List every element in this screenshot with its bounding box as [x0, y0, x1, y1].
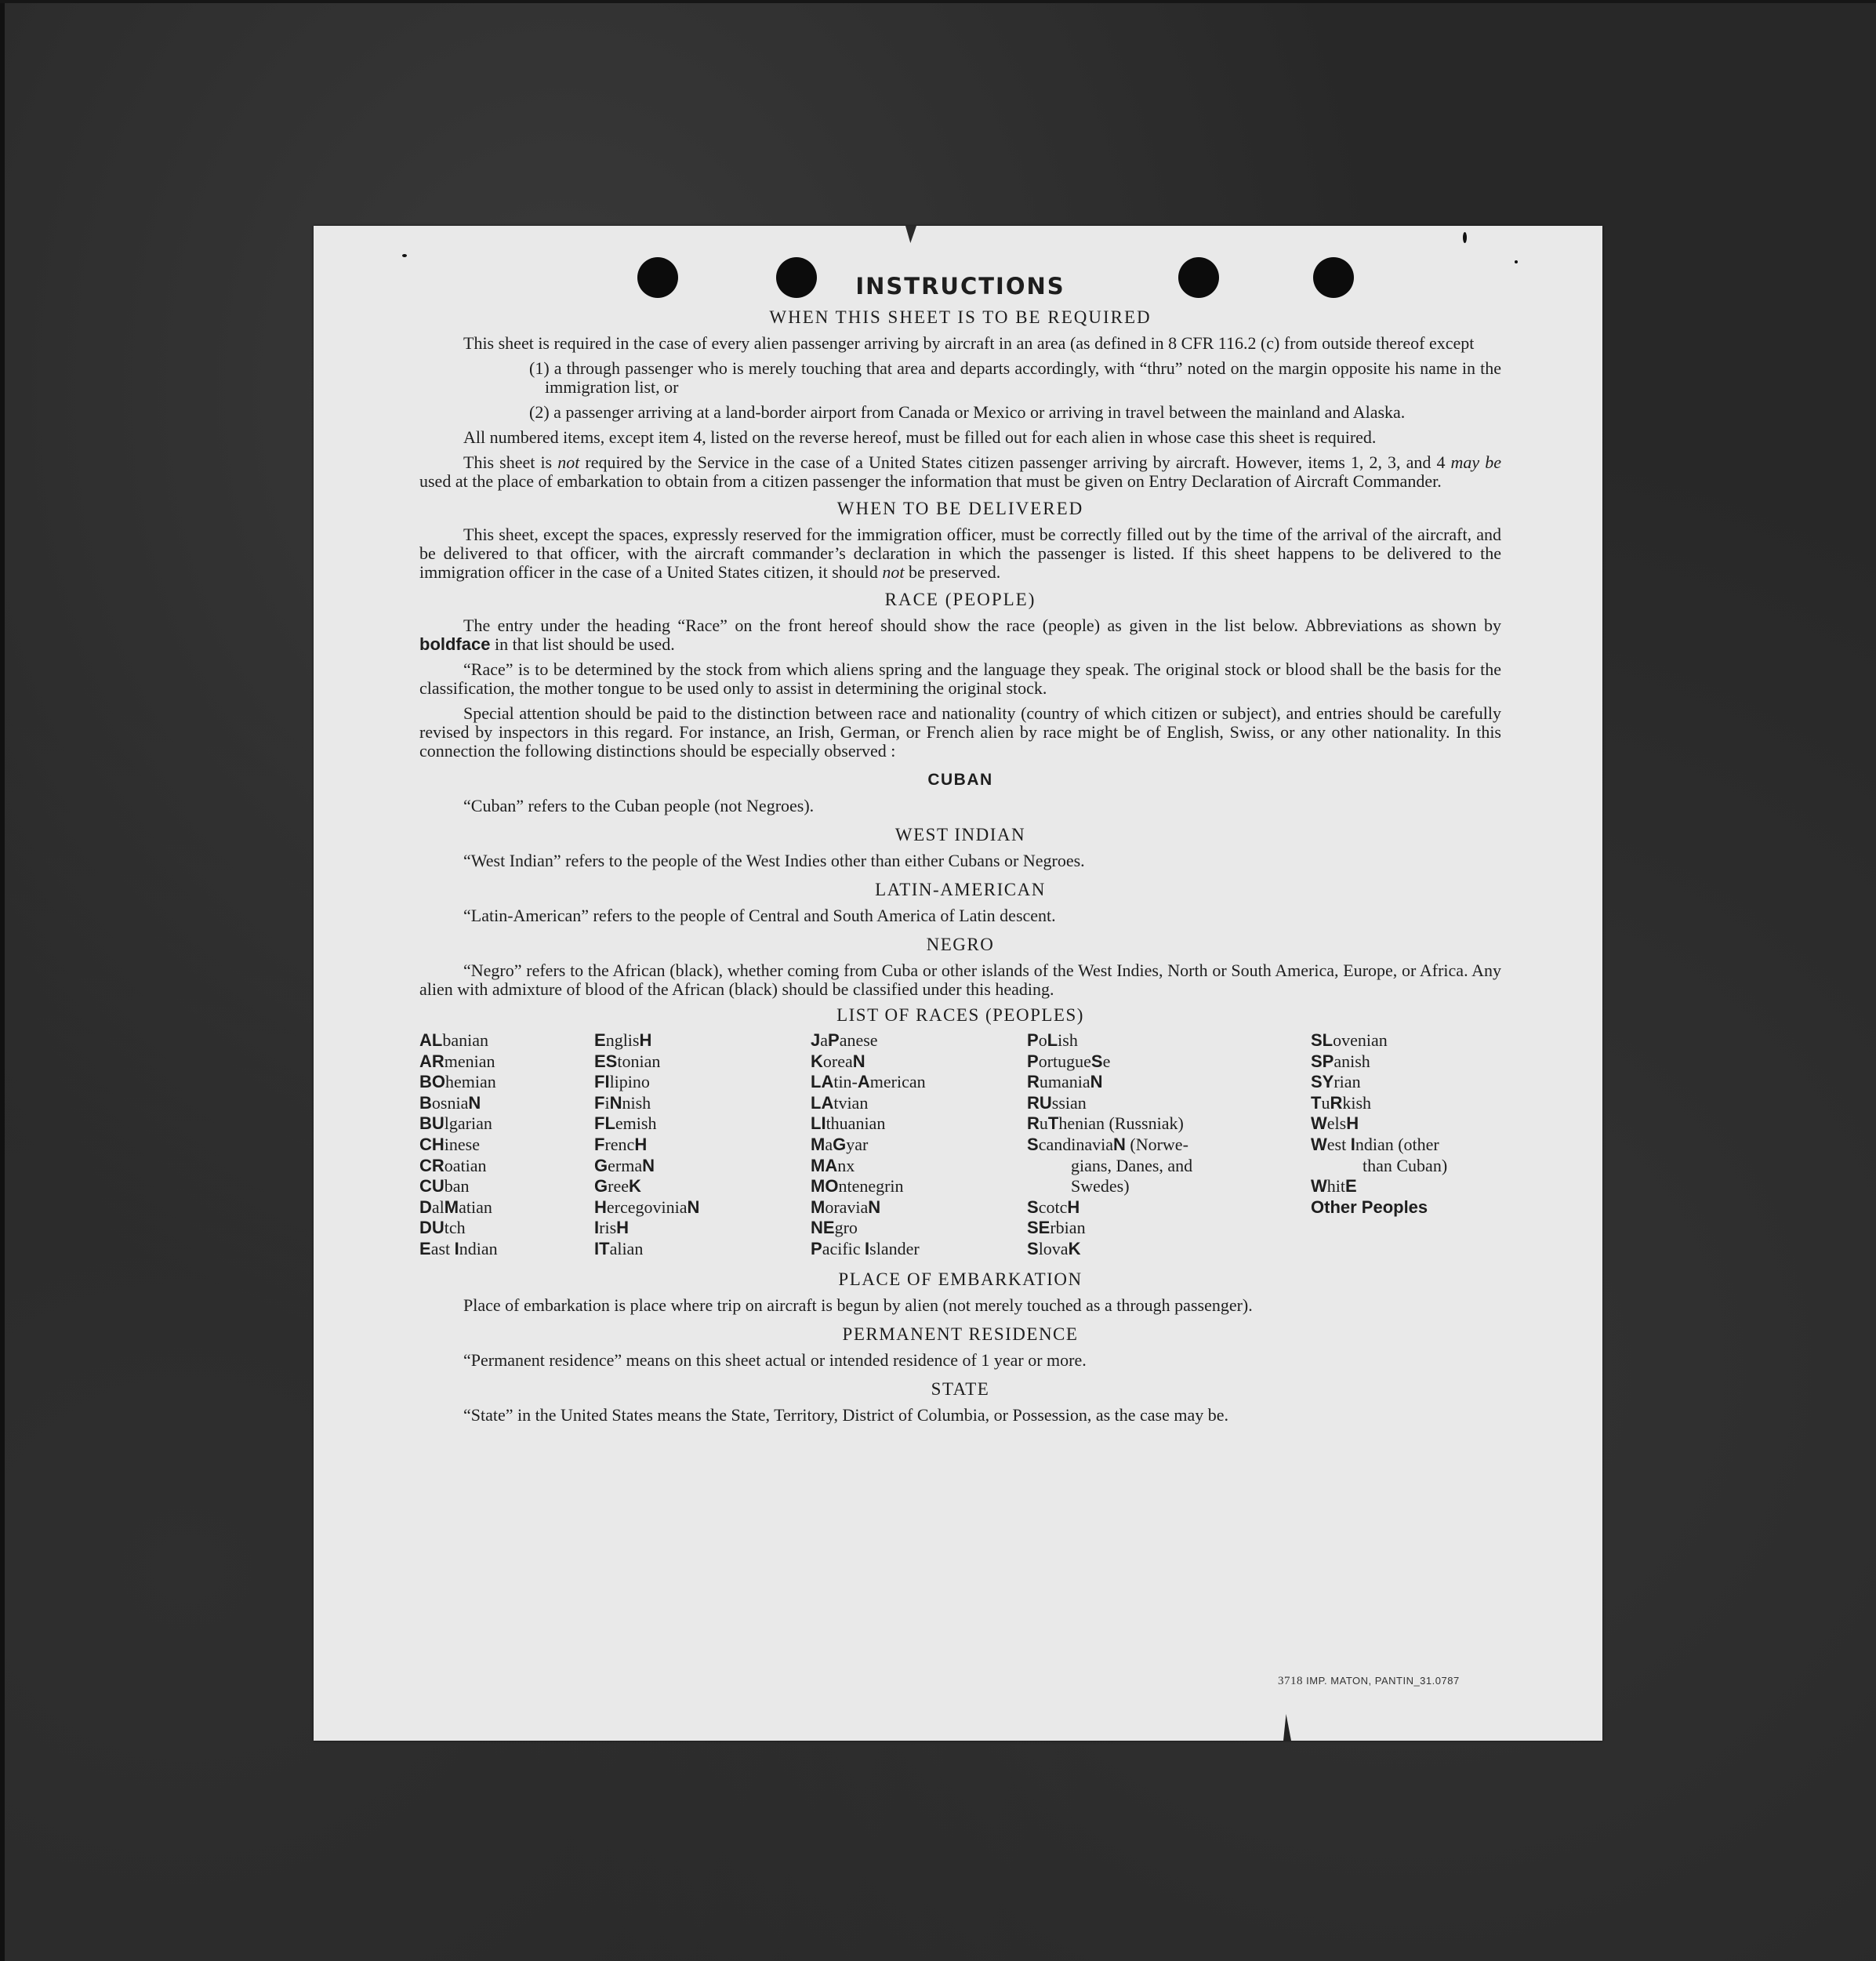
race-entry: RUssian [1027, 1092, 1087, 1113]
race-entry: RumaniaN [1027, 1072, 1103, 1092]
heading-permanent-residence: PERMANENT RESIDENCE [842, 1324, 1079, 1344]
west-indian-text: “West Indian” refers to the people of the West Indies other than either Cubans or Negroes. [463, 851, 1085, 870]
heading-negro: NEGRO [926, 935, 995, 954]
race-entry: MoraviaN [811, 1197, 881, 1217]
race-entry: IrisH [594, 1218, 630, 1238]
races-column-5 [1311, 1030, 1501, 1260]
race-entry: SPanish [1311, 1051, 1370, 1071]
heading-list-of-races: LIST OF RACES (PEOPLES) [836, 1005, 1084, 1025]
latin-american-text: “Latin-American” refers to the people of Central and South America of Latin descent. [463, 906, 1056, 925]
race-entry: BosniaN [419, 1092, 481, 1113]
when-delivered-text [419, 525, 1501, 582]
race-entry: SYrian [1311, 1072, 1361, 1092]
race-entry: PortugueSe [1027, 1051, 1111, 1071]
race-entry: MaGyar [811, 1134, 869, 1154]
film-edge-top [0, 0, 1876, 3]
race-entry: LAtin-American [811, 1072, 926, 1092]
race-p1-boldface: boldface [419, 634, 491, 654]
printer-imprint [1278, 1675, 1460, 1688]
race-entry: East Indian [419, 1238, 498, 1258]
race-entry: FiNnish [594, 1092, 651, 1113]
printer-name: IMP. MATON, PANTIN_31.0787 [1306, 1675, 1460, 1687]
paper-speck [402, 254, 407, 257]
race-entry: ITalian [594, 1238, 644, 1258]
paper-speck [1515, 260, 1518, 263]
race-entry: NEgro [811, 1218, 858, 1238]
race-entry: SlovaK [1027, 1238, 1081, 1258]
embarkation-text: Place of embarkation is place where trip on aircraft is begun by alien (not merely touched as a through passenger). [463, 1295, 1253, 1315]
race-p1-part2: in that list should be used. [494, 634, 675, 654]
when-delivered-part2: be preserved. [909, 562, 1001, 582]
citizen-note-part2: required by the Service in the case of a United States citizen passenger arriving by aircraft. However, items 1, 2, 3, and 4 [585, 452, 1446, 472]
race-entry: ALbanian [419, 1030, 488, 1050]
race-entry: PoLish [1027, 1030, 1078, 1050]
race-entry: WhitE [1311, 1176, 1357, 1197]
race-entry: GreeK [594, 1176, 641, 1197]
races-column-3 [811, 1030, 1027, 1260]
paper-tear-top [905, 226, 916, 243]
exception-1: (1) a through passenger who is merely touching that area and departs accordingly, with “thru” noted on the margin opposite his name in the immigration list, or [529, 358, 1501, 397]
exception-2: (2) a passenger arriving at a land-border airport from Canada or Mexico or arriving in travel between the mainland and Alaska. [529, 402, 1406, 422]
race-entry: GermaN [594, 1155, 655, 1175]
page-title: INSTRUCTIONS [855, 273, 1065, 300]
form-number: 3718 [1278, 1675, 1303, 1687]
race-entry: Pacific Islander [811, 1238, 920, 1258]
race-entry: LIthuanian [811, 1113, 886, 1134]
race-entry: SLovenian [1311, 1030, 1388, 1050]
races-column-4 [1027, 1030, 1311, 1260]
citizen-note-may-be: may be [1450, 452, 1501, 472]
instructions-body [419, 273, 1501, 1431]
heading-when-required: WHEN THIS SHEET IS TO BE REQUIRED [769, 307, 1152, 327]
race-entry: BOhemian [419, 1072, 496, 1092]
race-entry: CHinese [419, 1134, 480, 1154]
heading-state: STATE [931, 1378, 990, 1399]
race-entry: DalMatian [419, 1197, 492, 1217]
races-list [419, 1030, 1501, 1260]
race-paragraph-1 [419, 616, 1501, 654]
races-column-1 [419, 1030, 594, 1260]
when-required-intro: This sheet is required in the case of every alien passenger arriving by aircraft in an area (as defined in 8 CFR 116.2 (c) from outside thereof except [463, 333, 1475, 353]
race-entry: KoreaN [811, 1051, 865, 1071]
numbered-items-note: All numbered items, except item 4, listed on the reverse hereof, must be filled out for each alien in whose case this sheet is required. [463, 427, 1377, 447]
race-entry: BUlgarian [419, 1113, 492, 1134]
race-entry: MAnx [811, 1155, 855, 1175]
race-entry: LAtvian [811, 1092, 869, 1113]
race-entry: FrencH [594, 1134, 648, 1154]
race-entry-continuation: than Cuban) [1363, 1155, 1448, 1175]
race-entry-continuation: Swedes) [1071, 1176, 1130, 1197]
race-entry: HercegoviniaN [594, 1197, 700, 1217]
race-entry: SErbian [1027, 1218, 1086, 1238]
when-delivered-part1: This sheet, except the spaces, expressly reserved for the immigration officer, must be correctly filled out by the time of the arrival of the aircraft, and be delivered to that officer, with the aircraft commander’s declaration in which the passenger is listed. If this sheet happens to be delivered to the immigration officer in the case of a United States citizen, it should [419, 525, 1501, 582]
race-entry: EStonian [594, 1051, 661, 1071]
races-column-2 [594, 1030, 811, 1260]
heading-west-indian: WEST INDIAN [894, 825, 1026, 844]
residence-text: “Permanent residence” means on this sheet actual or intended residence of 1 year or more. [463, 1349, 1087, 1370]
film-edge-left [0, 0, 5, 1961]
race-entry: ARmenian [419, 1051, 495, 1071]
race-entry: EnglisH [594, 1030, 652, 1050]
race-entry: CRoatian [419, 1155, 487, 1175]
heading-cuban: CUBAN [927, 771, 993, 789]
race-paragraph-3: Special attention should be paid to the distinction between race and nationality (country of which citizen or subject), and entries should be carefully revised by inspectors in this regard. For instance, an Irish, German, or French alien by race might be of English, Swiss, or any other nationality. In this connection the following distinctions should be especially observed : [419, 703, 1501, 761]
race-entry: FIlipino [594, 1072, 650, 1092]
cuban-text: “Cuban” refers to the Cuban people (not Negroes). [463, 796, 815, 815]
race-entry: MOntenegrin [811, 1176, 904, 1197]
race-entry: West Indian (other [1311, 1134, 1439, 1154]
race-entry: DUtch [419, 1218, 466, 1238]
state-text: “State” in the United States means the State, Territory, District of Columbia, or Possession, as the case may be. [463, 1404, 1229, 1425]
paper-speck [1463, 232, 1467, 243]
citizen-note-part1: This sheet is [463, 452, 553, 472]
race-paragraph-2: “Race” is to be determined by the stock from which aliens spring and the language they speak. The original stock or blood shall be the basis for the classification, the mother tongue to be used only to assist in determining the original stock. [419, 659, 1501, 698]
heading-race: RACE (PEOPLE) [884, 590, 1036, 609]
heading-when-delivered: WHEN TO BE DELIVERED [836, 499, 1084, 518]
citizen-note-part3: used at the place of embarkation to obtain from a citizen passenger the information that must be given on Entry Declaration of Aircraft Commander. [419, 471, 1442, 491]
race-entry: JaPanese [811, 1030, 878, 1050]
race-entry: Other Peoples [1311, 1197, 1428, 1217]
race-entry: ScotcH [1027, 1197, 1080, 1217]
paper-tear-bottom [1283, 1714, 1291, 1741]
race-entry: RuThenian (Russniak) [1027, 1113, 1184, 1134]
race-entry: ScandinaviaN (Norwe- [1027, 1134, 1188, 1154]
race-entry-continuation: gians, Danes, and [1071, 1155, 1193, 1175]
race-p1-part1: The entry under the heading “Race” on the front hereof should show the race (people) as given in the list below. Abbreviations as shown by [463, 616, 1501, 635]
negro-text: “Negro” refers to the African (black), whether coming from Cuba or other islands of the West Indies, North or South America, Europe, or Africa. Any alien with admixture of blood of the African (black) should be classified under this heading. [419, 961, 1501, 999]
citizen-note [419, 453, 1501, 491]
citizen-note-not: not [557, 452, 580, 472]
race-entry: WelsH [1311, 1113, 1359, 1134]
when-delivered-not: not [882, 562, 905, 582]
heading-place-of-embarkation: PLACE OF EMBARKATION [838, 1269, 1083, 1289]
race-entry: CUban [419, 1176, 470, 1197]
race-entry: TuRkish [1311, 1092, 1372, 1113]
heading-latin-american: LATIN-AMERICAN [875, 880, 1046, 899]
instruction-sheet [314, 226, 1602, 1741]
race-entry: FLemish [594, 1113, 657, 1134]
